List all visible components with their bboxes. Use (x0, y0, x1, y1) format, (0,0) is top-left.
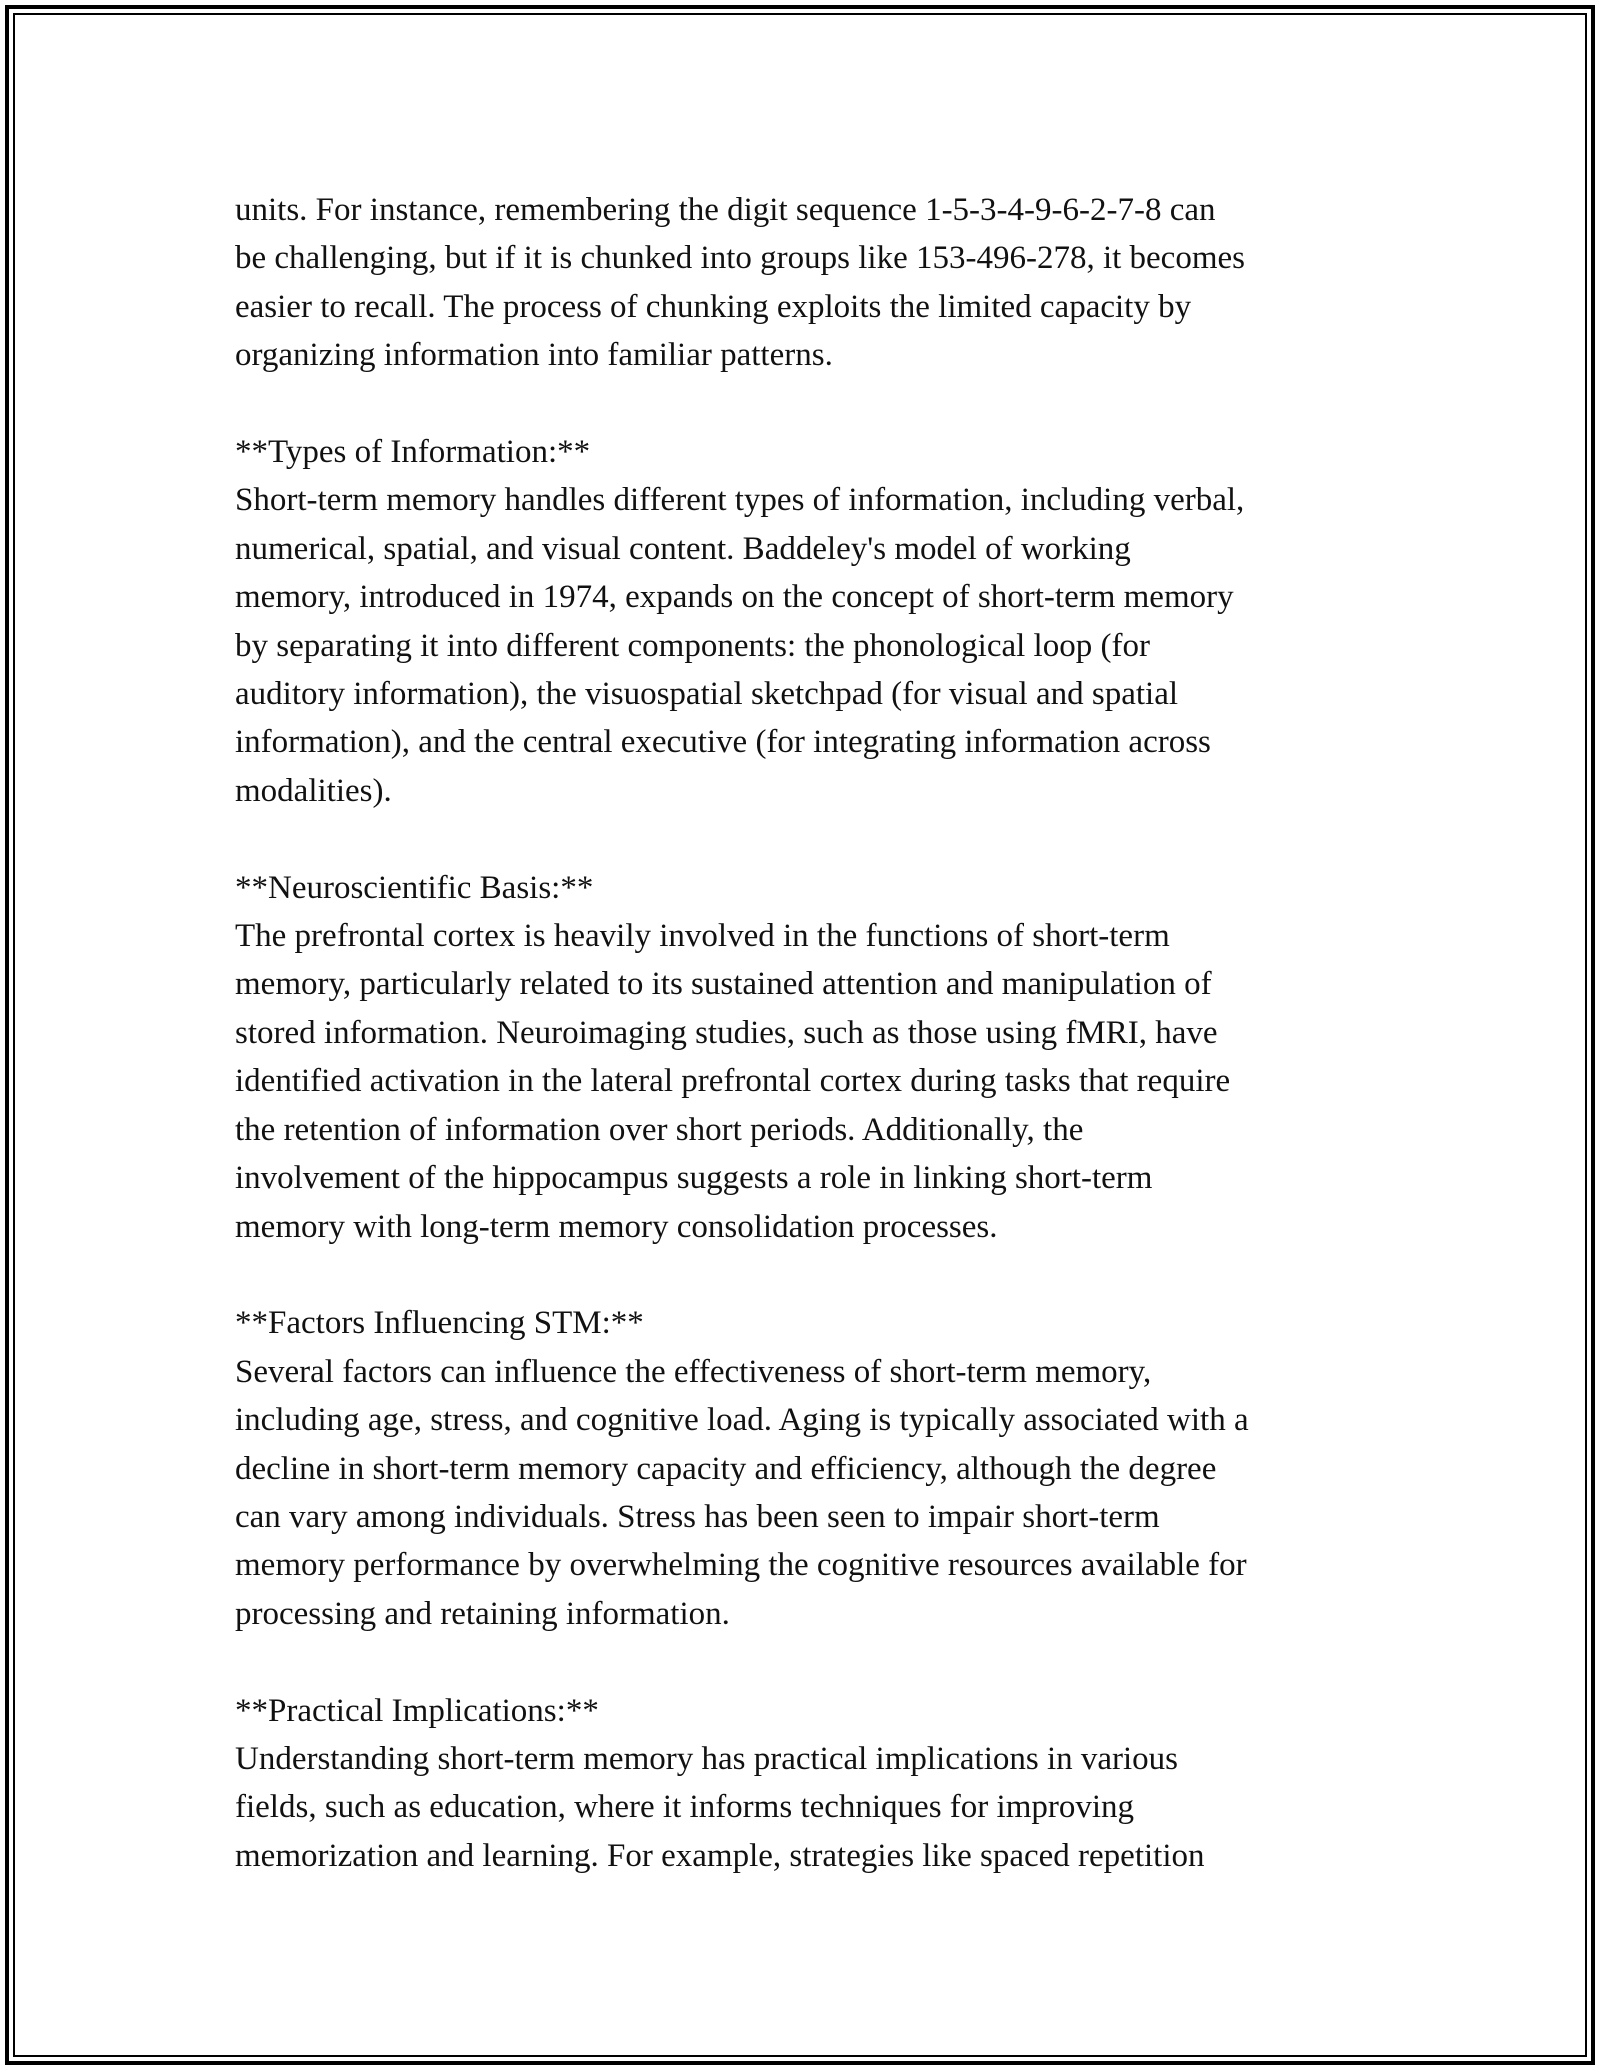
text-line: be challenging, but if it is chunked into groups like 153-496-278, it becomes (235, 240, 1245, 277)
text-line: information), and the central executive (for integrating information across (235, 724, 1211, 761)
text-line: organizing information into familiar patterns. (235, 337, 833, 374)
text-line: numerical, spatial, and visual content. Baddeley's model of working (235, 530, 1131, 567)
text-line: decline in short-term memory capacity and efficiency, although the degree (235, 1450, 1217, 1487)
text-line: stored information. Neuroimaging studies, such as those using fMRI, have (235, 1014, 1218, 1051)
section-factors-influencing-stm (235, 1299, 1405, 1638)
text-line: fields, such as education, where it informs techniques for improving (235, 1789, 1135, 1826)
section-heading: **Types of Information:** (235, 434, 591, 471)
text-line: memory, introduced in 1974, expands on the concept of short-term memory (235, 579, 1234, 616)
text-line: memory, particularly related to its sustained attention and manipulation of (235, 966, 1212, 1003)
text-line: easier to recall. The process of chunking exploits the limited capacity by (235, 288, 1192, 325)
text-line: The prefrontal cortex is heavily involved in the functions of short-term (235, 918, 1170, 955)
section-heading: **Practical Implications:** (235, 1692, 599, 1729)
text-line: processing and retaining information. (235, 1595, 730, 1632)
section-neuroscientific-basis (235, 864, 1405, 1251)
section-heading: **Factors Influencing STM:** (235, 1305, 644, 1342)
text-line: identified activation in the lateral prefrontal cortex during tasks that require (235, 1063, 1231, 1100)
text-line: Understanding short-term memory has practical implications in various (235, 1740, 1179, 1777)
text-line: by separating it into different components: the phonological loop (for (235, 627, 1150, 664)
text-line: units. For instance, remembering the digit sequence 1-5-3-4-9-6-2-7-8 can (235, 192, 1216, 228)
intro-paragraph (235, 186, 1405, 380)
text-line: Several factors can influence the effectiveness of short-term memory, (235, 1353, 1152, 1390)
document-body (235, 186, 1405, 1880)
text-line: modalities). (235, 772, 392, 809)
text-line: can vary among individuals. Stress has been seen to impair short-term (235, 1498, 1160, 1535)
text-line: including age, stress, and cognitive load. Aging is typically associated with a (235, 1402, 1249, 1439)
section-practical-implications (235, 1687, 1405, 1881)
text-line: memory with long-term memory consolidation processes. (235, 1208, 998, 1245)
section-heading: **Neuroscientific Basis:** (235, 869, 594, 906)
text-line: the retention of information over short periods. Additionally, the (235, 1111, 1084, 1148)
text-line: memory performance by overwhelming the cognitive resources available for (235, 1547, 1247, 1584)
text-line: involvement of the hippocampus suggests a role in linking short-term (235, 1160, 1153, 1197)
text-line: auditory information), the visuospatial sketchpad (for visual and spatial (235, 676, 1179, 713)
text-line: memorization and learning. For example, strategies like spaced repetition (235, 1837, 1205, 1874)
section-types-of-information (235, 428, 1405, 815)
text-line: Short-term memory handles different types of information, including verbal, (235, 482, 1245, 519)
